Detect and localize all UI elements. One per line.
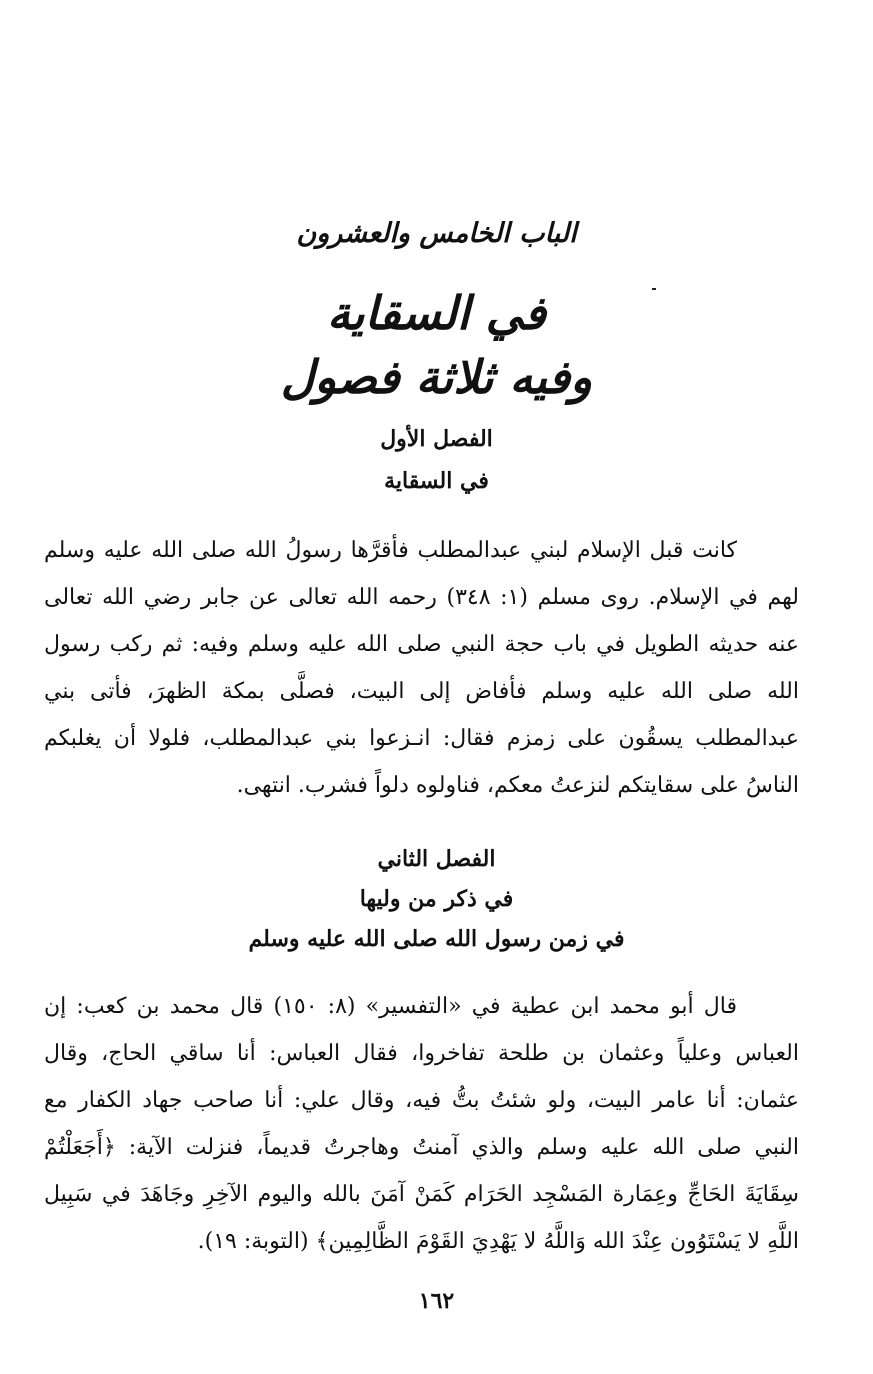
paragraph-line: اللَّهِ لا يَسْتَوُون عِنْدَ الله وَاللَّهُ لا يَهْدِيَ القَوْمَ الظَّالِمِين﴾ (التوبة: ١٩). — [197, 1229, 799, 1254]
paragraph-line: قال أبو محمد ابن عطية في «التفسير» (٨: ١٥٠) قال محمد بن كعب: إن — [44, 994, 737, 1019]
chapter-subject: في السقاية — [327, 286, 546, 340]
paragraph-line: الناسُ على سقايتكم لنزعتُ معكم، فناولوه دلواً فشرب. انتهى. — [236, 773, 799, 798]
paragraph-line: عبدالمطلب يسقُون على زمزم فقال: انـزعوا بني عبدالمطلب، فلولا أن يغلبكم — [44, 726, 799, 751]
chapter-title: الباب الخامس والعشرون — [296, 218, 577, 249]
section2-subheading-2: في زمن رسول الله صلى الله عليه وسلم — [248, 926, 625, 952]
paragraph-line: كانت قبل الإسلام لبني عبدالمطلب فأقرَّها رسولُ الله صلى الله عليه وسلم — [44, 538, 737, 563]
section2-heading: الفصل الثاني — [377, 846, 496, 872]
section2-subheading: في ذكر من وليها — [359, 886, 514, 912]
section1-paragraph — [44, 527, 799, 809]
page-number: ١٦٢ — [418, 1288, 455, 1314]
paragraph-line: عنه حديثه الطويل في باب حجة النبي صلى الله عليه وسلم وفيه: ثم ركب رسول — [44, 632, 799, 657]
paragraph-line: سِقَايَةَ الحَاجِّ وعِمَارة المَسْجِد الحَرَام كَمَنْ آمَنَ بالله واليوم الآخِرِ وجَاهَدَ في سَبِيل — [44, 1182, 799, 1207]
paragraph-line: النبي صلى الله عليه وسلم والذي آمنتُ وهاجرتُ قديماً، فنزلت الآية: ﴿أَجَعَلْتُمْ — [44, 1135, 799, 1160]
section1-subheading: في السقاية — [384, 468, 489, 494]
paragraph-line: لهم في الإسلام. روى مسلم (١: ٣٤٨) رحمه الله تعالى عن جابر رضي الله تعالى — [44, 585, 800, 610]
paragraph-line: العباس وعلياً وعثمان بن طلحة تفاخروا، فقال العباس: أنا ساقي الحاج، وقال — [44, 1041, 799, 1066]
section2-paragraph — [44, 983, 799, 1265]
section1-heading: الفصل الأول — [380, 426, 493, 452]
chapter-contents-note: وفيه ثلاثة فصول — [280, 350, 593, 404]
paragraph-line: عثمان: أنا عامر البيت، ولو شئتُ بتُّ فيه، وقال علي: أنا صاحب جهاد الكفار مع — [44, 1088, 799, 1113]
paragraph-line: الله صلى الله عليه وسلم فأفاض إلى البيت، فصلَّى بمكة الظهرَ، فأتى بني — [44, 679, 799, 704]
